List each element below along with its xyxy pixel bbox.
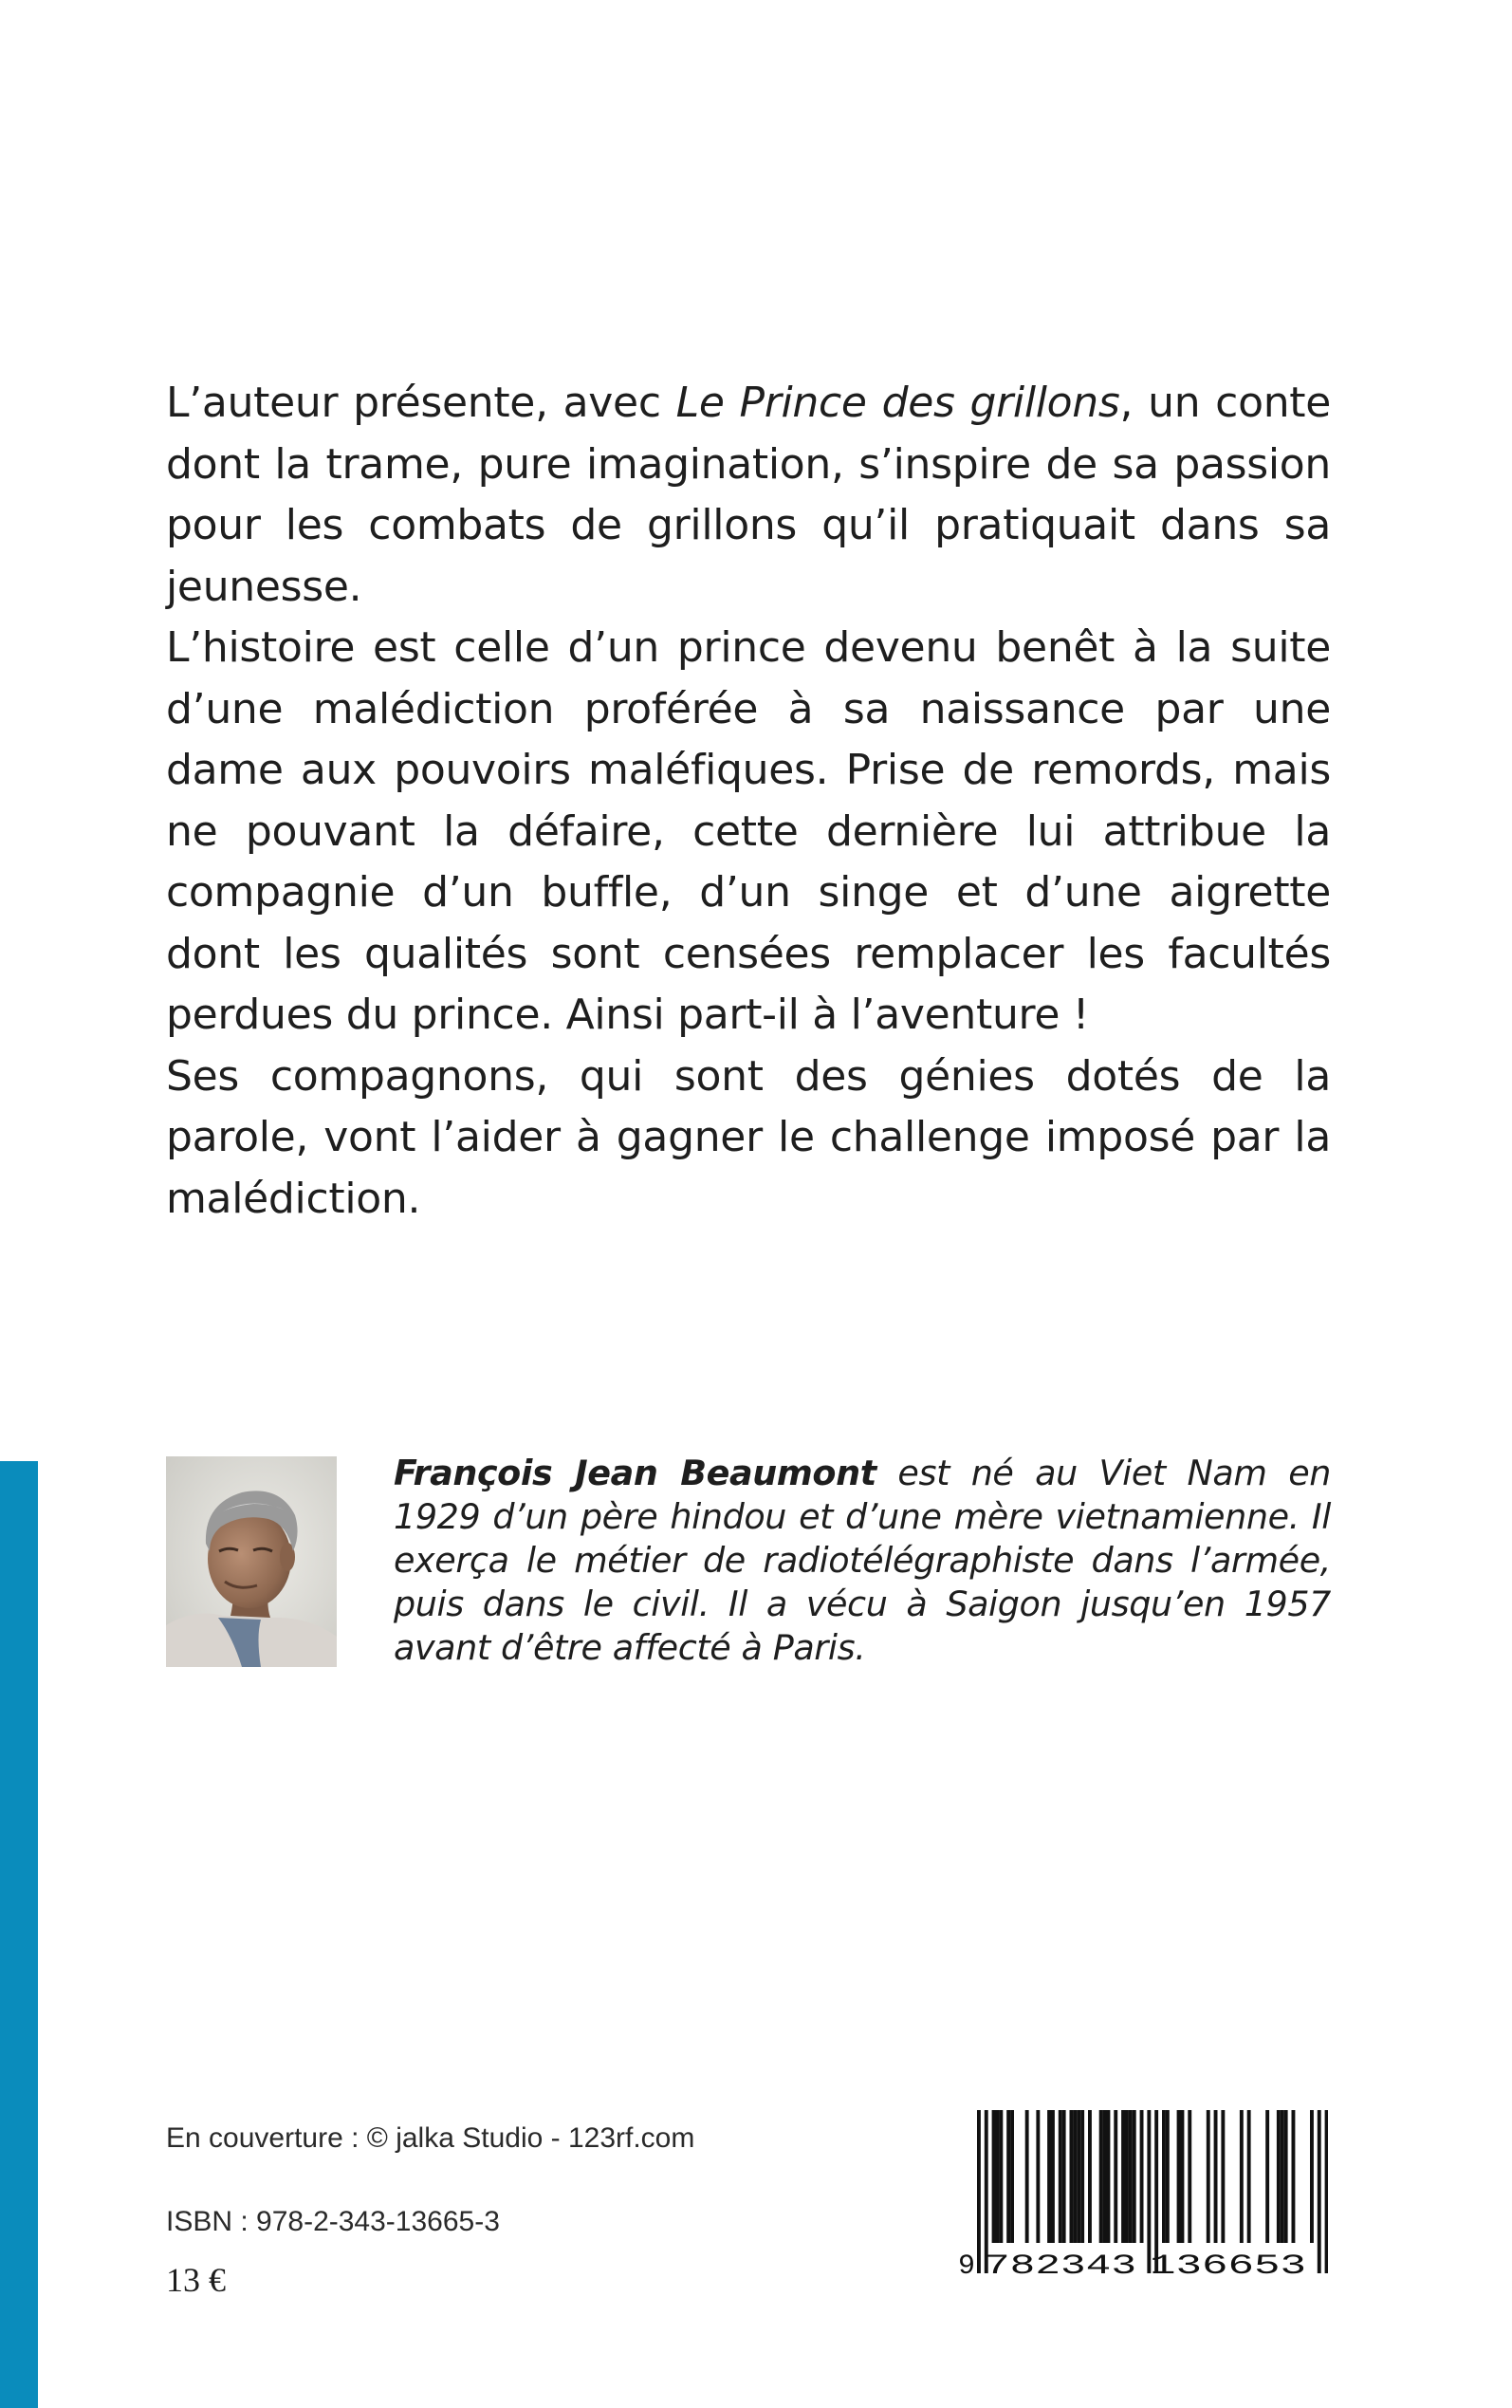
barcode-bar	[1240, 2110, 1244, 2243]
barcode	[949, 2110, 1328, 2281]
barcode-bar	[1114, 2110, 1117, 2243]
barcode-bar	[1103, 2110, 1107, 2243]
barcode-bar	[1284, 2110, 1288, 2243]
barcode-bar	[1247, 2110, 1251, 2243]
price: 13 €	[166, 2261, 226, 2299]
barcode-bar	[1277, 2110, 1281, 2243]
blurb-paragraph-1: L’auteur présente, avec Le Prince des grillons, un conte dont la trame, pure imagination, s’inspire de sa passion pour les combats de grillons qu’il pratiquait dans sa jeunesse.	[166, 379, 1331, 611]
barcode-bar	[1292, 2110, 1296, 2243]
barcode-bar	[1181, 2110, 1185, 2243]
barcode-bar	[1265, 2110, 1269, 2243]
barcode-bar	[1059, 2110, 1062, 2243]
barcode-bar	[1281, 2110, 1284, 2243]
blurb-paragraph-3: Ses compagnons, qui sont des génies dotés de la parole, vont l’aider à gagner le challenge imposé par la malédiction.	[166, 1051, 1331, 1223]
book-title: Le Prince des grillons	[675, 379, 1120, 427]
barcode-bar	[1214, 2110, 1218, 2243]
cover-credit: En couverture : © jalka Studio - 123rf.com	[166, 2122, 695, 2154]
barcode-bar	[1080, 2110, 1084, 2243]
barcode-bar	[999, 2110, 1003, 2243]
barcode-bar	[996, 2110, 1000, 2243]
barcode-bar	[1088, 2110, 1092, 2243]
isbn: ISBN : 978-2-343-13665-3	[166, 2206, 500, 2237]
barcode-left-digits: 782343	[985, 2251, 1136, 2281]
barcode-bar	[992, 2110, 996, 2243]
barcode-bar	[1047, 2110, 1051, 2243]
barcode-bar	[1073, 2110, 1077, 2243]
barcode-bar	[1133, 2110, 1136, 2243]
barcode-bar	[1070, 2110, 1074, 2243]
barcode-bar	[1107, 2110, 1111, 2243]
barcode-right-digits: 136653	[1150, 2251, 1306, 2281]
blurb-paragraph-2: L’histoire est celle d’un prince devenu benêt à la suite d’une malédiction proférée à sa naissance par une dame aux pouvoirs maléfiques. Prise de remords, mais ne pouvant la défaire, cette dernière lui attribue la compagnie d’un buffle, d’un singe et d’une aigrette dont les qualités sont censées remplacer les facultés perdues du prince. Ainsi part-il à l’aventure !	[166, 623, 1331, 1039]
barcode-bar	[1062, 2110, 1066, 2243]
barcode-bar	[1318, 2110, 1321, 2273]
barcode-bar	[1188, 2110, 1191, 2243]
barcode-bar	[1221, 2110, 1225, 2243]
barcode-bar	[1166, 2110, 1170, 2243]
barcode-bar	[1154, 2110, 1158, 2273]
barcode-bar	[1036, 2110, 1040, 2243]
back-cover-blurb	[166, 373, 1331, 1230]
barcode-bar	[1177, 2110, 1181, 2243]
barcode-bar	[1010, 2110, 1014, 2243]
barcode-bar	[1125, 2110, 1129, 2243]
barcode-bar	[1129, 2110, 1133, 2243]
barcode-bar	[1310, 2110, 1314, 2243]
barcode-bar	[1006, 2110, 1010, 2243]
barcode-bar	[1147, 2110, 1151, 2273]
barcode-bar	[977, 2110, 981, 2273]
barcode-lead-digit: 9	[958, 2251, 976, 2281]
barcode-bar	[1140, 2110, 1144, 2243]
barcode-bar	[1121, 2110, 1125, 2243]
barcode-bars	[977, 2110, 1328, 2273]
barcode-bar	[1099, 2110, 1103, 2243]
barcode-bar	[985, 2110, 988, 2273]
author-bio: François Jean Beaumont est né au Viet Nam en 1929 d’un père hindou et d’une mère vietnamienne. Il exerça le métier de radiotélégraphiste dans l’armée, puis dans le civil. Il a vécu à Saigon jusqu’en 1957 avant d’être affecté à Paris.	[394, 1453, 1331, 1668]
barcode-bar	[1207, 2110, 1210, 2243]
barcode-bar	[1077, 2110, 1080, 2243]
author-name: François Jean Beaumont	[394, 1453, 876, 1493]
barcode-bar	[1051, 2110, 1055, 2243]
barcode-bar	[1025, 2110, 1029, 2243]
barcode-bar	[1162, 2110, 1166, 2243]
author-photo	[166, 1456, 337, 1667]
side-color-bar	[0, 1461, 38, 2408]
barcode-bar	[1325, 2110, 1328, 2273]
